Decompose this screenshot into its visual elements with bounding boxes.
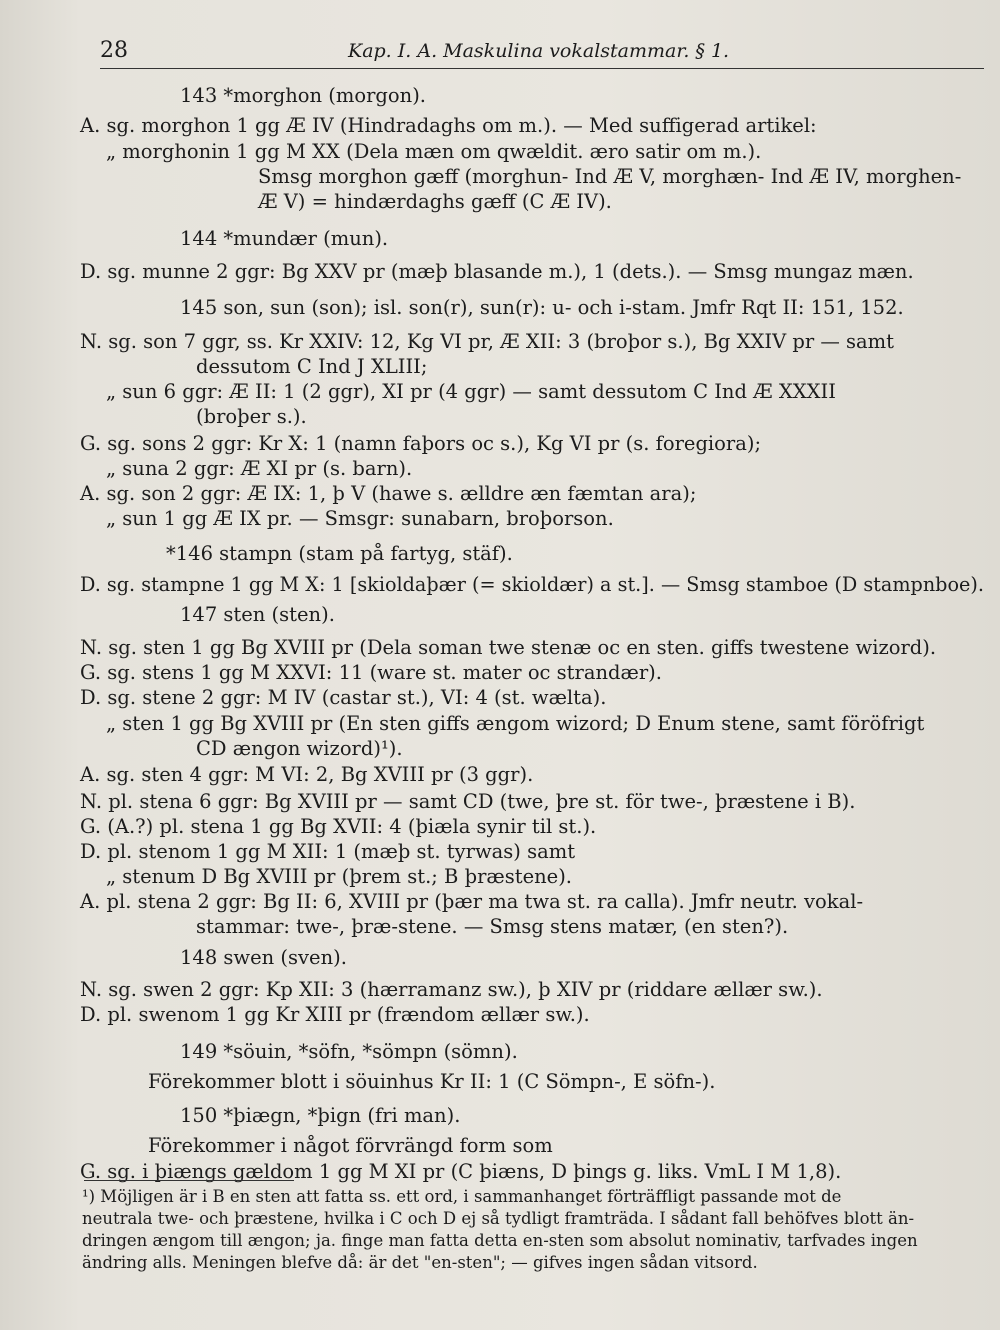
text-line: G. sg. sons 2 ggr: Kr X: 1 (namn faþors oc s.), Kg VI pr (s. foregiora); — [80, 432, 762, 455]
footnote-rule — [84, 1180, 294, 1181]
text-line: N. pl. stena 6 ggr: Bg XVIII pr — samt CD (twe, þre st. för twe-, þræstene i B). — [80, 790, 856, 813]
text-line: N. sg. son 7 ggr, ss. Kr XXIV: 12, Kg VI pr, Æ XII: 3 (broþor s.), Bg XXIV pr — samt — [80, 330, 895, 353]
text-line: Smsg morghon gæff (morghun- Ind Æ V, morghæn- Ind Æ IV, morghen- — [258, 165, 962, 188]
text-line: D. sg. munne 2 ggr: Bg XXV pr (mæþ blasande m.), 1 (dets.). — Smsg mungaz mæn. — [80, 260, 914, 283]
text-line: D. pl. swenom 1 gg Kr XIII pr (frændom ællær sw.). — [80, 1003, 590, 1026]
entry-heading: 147 sten (sten). — [180, 603, 335, 626]
text-line: G. sg. stens 1 gg M XXVI: 11 (ware st. mater oc strandær). — [80, 661, 662, 684]
text-line: D. pl. stenom 1 gg M XII: 1 (mæþ st. tyrwas) samt — [80, 840, 576, 863]
entry-heading: 144 *mundær (mun). — [180, 227, 389, 250]
text-line: „ morghonin 1 gg M XX (Dela mæn om qwældit. æro satir om m.). — [106, 140, 762, 163]
text-line: G. sg. i þiængs gældom 1 gg M XI pr (C þiæns, D þings g. liks. VmL I M 1,8). — [80, 1160, 842, 1183]
text-line: D. sg. stene 2 ggr: M IV (castar st.), VI: 4 (st. wælta). — [80, 686, 607, 709]
text-line: „ sun 1 gg Æ IX pr. — Smsgr: sunabarn, broþorson. — [106, 507, 614, 530]
text-line: D. sg. stampne 1 gg M X: 1 [skioldaþær (= skioldær) a st.]. — Smsg stamboe (D stampnboe). — [80, 573, 984, 596]
running-head: Kap. I. A. Maskulina vokalstammar. § 1. — [348, 40, 730, 62]
text-line: „ stenum D Bg XVIII pr (þrem st.; B þræstene). — [106, 865, 573, 888]
entry-heading: 148 swen (sven). — [180, 946, 347, 969]
text-line: G. (A.?) pl. stena 1 gg Bg XVII: 4 (þiæla synir til st.). — [80, 815, 597, 838]
footnote-line: ändring alls. Meningen blefve då: är det "en-sten"; — gifves ingen sådan vitsord. — [82, 1253, 758, 1272]
text-line: 145 son, sun (son); isl. son(r), sun(r): u- och i-stam. Jmfr Rqt II: 151, 152. — [180, 296, 904, 319]
entry-heading: 149 *söuin, *söfn, *sömpn (sömn). — [180, 1040, 518, 1063]
page-header — [100, 38, 984, 69]
text-line: „ suna 2 ggr: Æ XI pr (s. barn). — [106, 457, 413, 480]
text-line: N. sg. swen 2 ggr: Kp XII: 3 (hærramanz sw.), þ XIV pr (riddare ællær sw.). — [80, 978, 823, 1001]
text-line: dessutom C Ind J XLIII; — [196, 355, 428, 378]
footnote-line: dringen ængom till ængon; ja. finge man fatta detta en-sten som absolut nominativ, tarfvades ingen — [82, 1231, 918, 1250]
footnote-line: neutrala twe- och þræstene, hvilka i C och D ej så tydligt framträda. I sådant fall behöfves blott än- — [82, 1209, 915, 1228]
text-line: (broþer s.). — [196, 405, 307, 428]
text-line: A. sg. son 2 ggr: Æ IX: 1, þ V (hawe s. ælldre æn fæmtan ara); — [80, 482, 697, 505]
text-line: A. pl. stena 2 ggr: Bg II: 6, XVIII pr (þær ma twa st. ra calla). Jmfr neutr. vokal- — [80, 890, 864, 913]
footnote-line: ¹) Möjligen är i B en sten att fatta ss. ett ord, i sammanhanget förträffligt passande mot de — [82, 1187, 842, 1206]
text-line: A. sg. morghon 1 gg Æ IV (Hindradaghs om m.). — Med suffigerad artikel: — [80, 114, 817, 137]
page-number: 28 — [100, 38, 128, 63]
entry-heading: 150 *þiægn, *þign (fri man). — [180, 1104, 461, 1127]
text-line: A. sg. sten 4 ggr: M VI: 2, Bg XVIII pr (3 ggr). — [80, 763, 534, 786]
text-line: Förekommer blott i söuinhus Kr II: 1 (C Sömpn-, E söfn-). — [148, 1070, 716, 1093]
entry-heading: 143 *morghon (morgon). — [180, 84, 427, 107]
text-line: stammar: twe-, þræ-stene. — Smsg stens matær, (en sten?). — [196, 915, 789, 938]
text-line: Æ V) = hindærdaghs gæff (C Æ IV). — [258, 190, 612, 213]
text-line: N. sg. sten 1 gg Bg XVIII pr (Dela soman twe stenæ oc en sten. giffs twestene wizord). — [80, 636, 937, 659]
text-line: „ sun 6 ggr: Æ II: 1 (2 ggr), XI pr (4 ggr) — samt dessutom C Ind Æ XXXII — [106, 380, 836, 403]
text-line: CD ængon wizord)¹). — [196, 737, 403, 760]
text-line: „ sten 1 gg Bg XVIII pr (En sten giffs ængom wizord; D Enum stene, samt föröfrigt — [106, 712, 925, 735]
entry-heading: *146 stampn (stam på fartyg, stäf). — [166, 542, 513, 565]
text-line: Förekommer i något förvrängd form som — [148, 1134, 553, 1157]
